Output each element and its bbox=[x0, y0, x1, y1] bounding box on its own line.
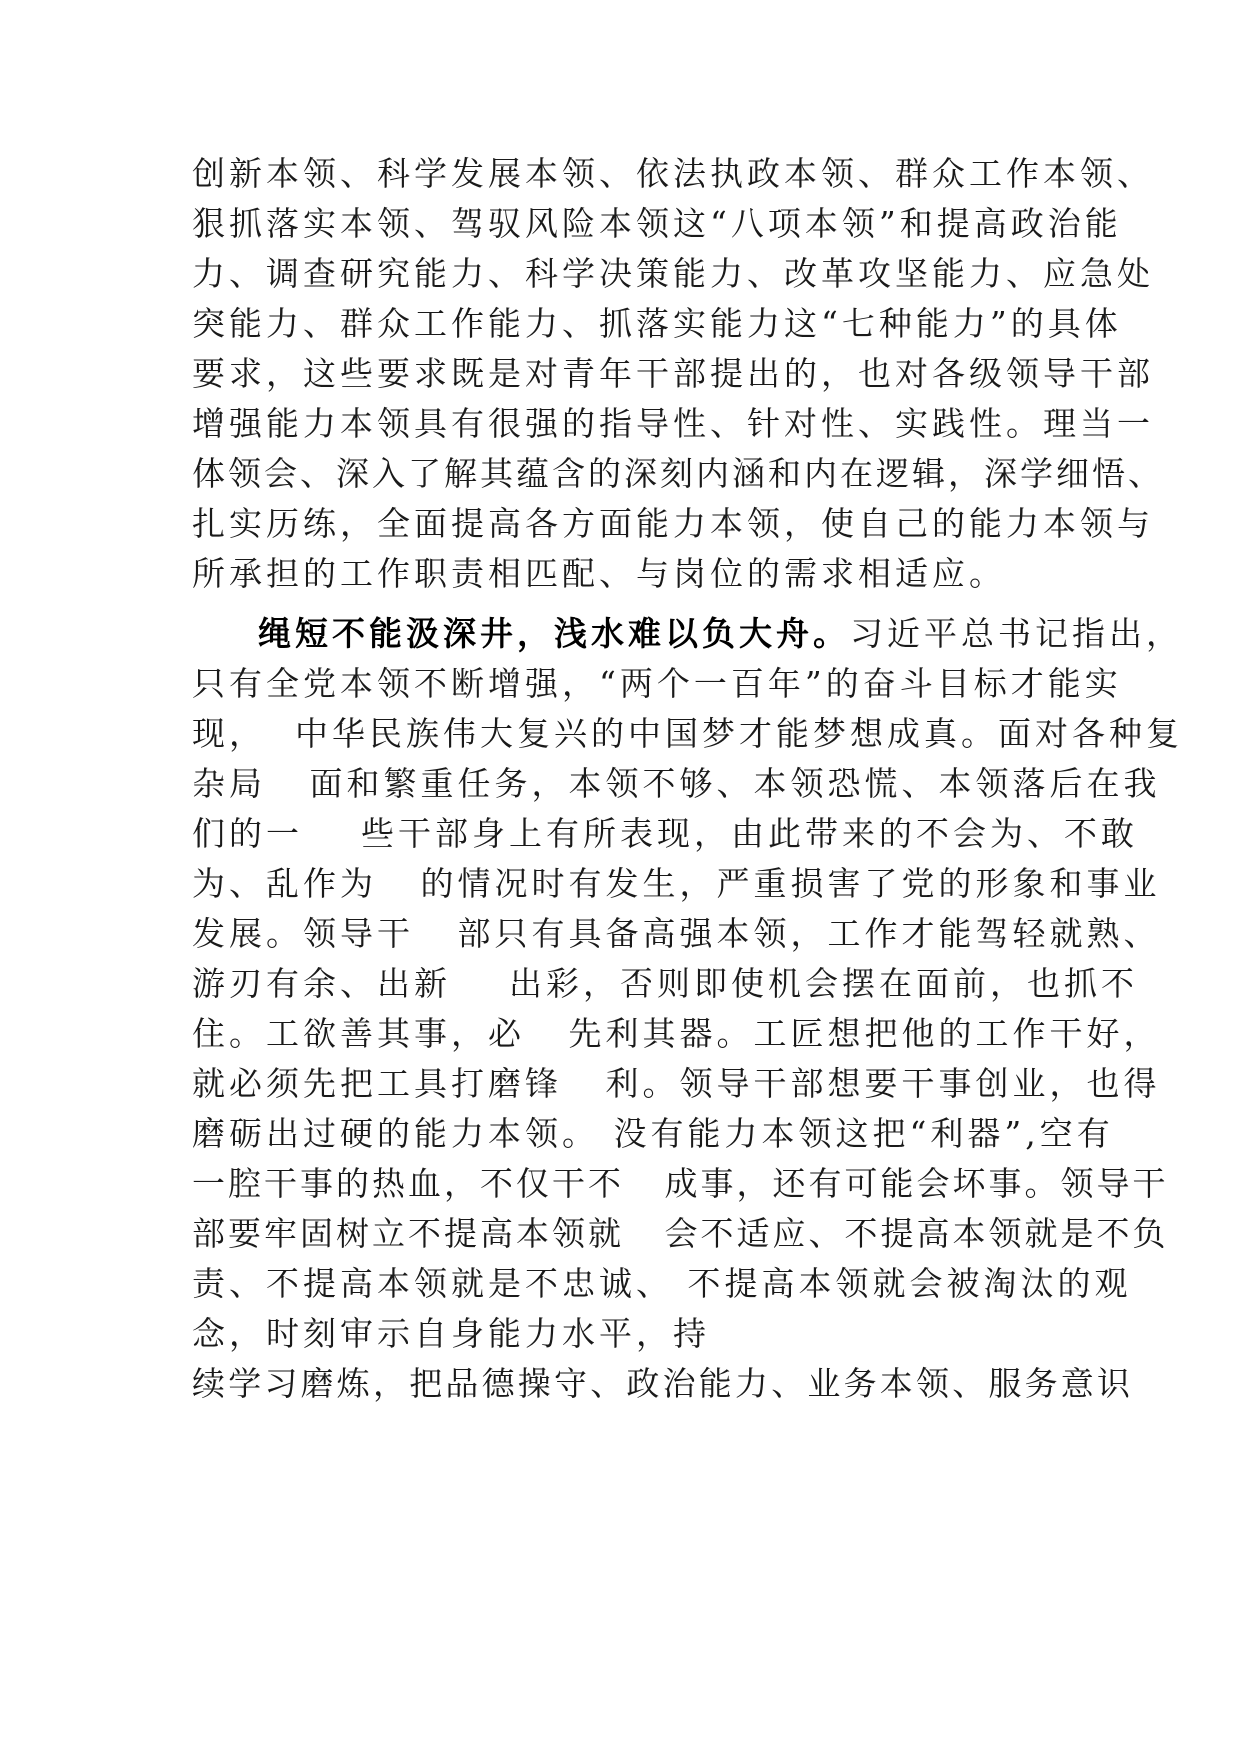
text-line: 发展。领导干 部只有具备高强本领，工作才能驾轻就熟、 bbox=[192, 914, 1161, 953]
text-line: 体领会、深入了解其蕴含的深刻内涵和内在逻辑，深学细悟、 bbox=[192, 454, 1164, 493]
text-line: 责、不提高本领就是不忠诚、 不提高本领就会被淘汰的观 bbox=[192, 1264, 1132, 1303]
bold-lead-sentence: 绳短不能汲深井，浅水难以负大舟。 bbox=[258, 614, 850, 653]
text-line: 就必须先把工具打磨锋 利。领导干部想要干事创业，也得 bbox=[192, 1064, 1161, 1103]
text-line: 增强能力本领具有很强的指导性、针对性、实践性。理当一 bbox=[192, 404, 1154, 443]
text-line: 突能力、群众工作能力、抓落实能力这“七种能力”的具体 bbox=[192, 304, 1122, 343]
text-line: 狠抓落实本领、驾驭风险本领这“八项本领”和提高政治能 bbox=[192, 204, 1122, 243]
text-line: 一腔干事的热血，不仅干不 成事，还有可能会坏事。领导干 bbox=[192, 1164, 1169, 1203]
text-line: 为、乱作为 的情况时有发生，严重损害了党的形象和事业 bbox=[192, 864, 1161, 903]
paragraph-lead-line bbox=[258, 608, 1183, 660]
text-line: 念，时刻审示自身能力水平，持 bbox=[192, 1314, 710, 1353]
text-line: 部要牢固树立不提高本领就 会不适应、不提高本领就是不负 bbox=[192, 1214, 1169, 1253]
text-line: 扎实历练，全面提高各方面能力本领，使自己的能力本领与 bbox=[192, 504, 1154, 543]
text-line: 磨砺出过硬的能力本领。 没有能力本领这把“利器”,空有 bbox=[192, 1114, 1114, 1153]
text-line: 住。工欲善其事，必 先利其器。工匠想把他的工作干好， bbox=[192, 1014, 1161, 1053]
text-line: 力、调查研究能力、科学决策能力、改革攻坚能力、应急处 bbox=[192, 254, 1154, 293]
text-line: 现， 中华民族伟大复兴的中国梦才能梦想成真。面对各种复 bbox=[192, 714, 1183, 753]
text-line: 只有全党本领不断增强，“两个一百年”的奋斗目标才能实 bbox=[192, 664, 1122, 703]
text-line: 续学习磨炼，把品德操守、政治能力、业务本领、服务意识 bbox=[192, 1364, 1134, 1403]
text-line: 们的一 些干部身上有所表现，由此带来的不会为、不敢 bbox=[192, 814, 1138, 853]
text-line: 杂局 面和繁重任务，本领不够、本领恐慌、本领落后在我 bbox=[192, 764, 1161, 803]
text-line: 要求，这些要求既是对青年干部提出的，也对各级领导干部 bbox=[192, 354, 1154, 393]
text-line: 游刃有余、出新 出彩，否则即使机会摆在面前，也抓不 bbox=[192, 964, 1138, 1003]
lead-continuation: 习近平总书记指出， bbox=[850, 614, 1183, 653]
text-line: 创新本领、科学发展本领、依法执政本领、群众工作本领、 bbox=[192, 154, 1154, 193]
text-line: 所承担的工作职责相匹配、与岗位的需求相适应。 bbox=[192, 554, 1006, 593]
